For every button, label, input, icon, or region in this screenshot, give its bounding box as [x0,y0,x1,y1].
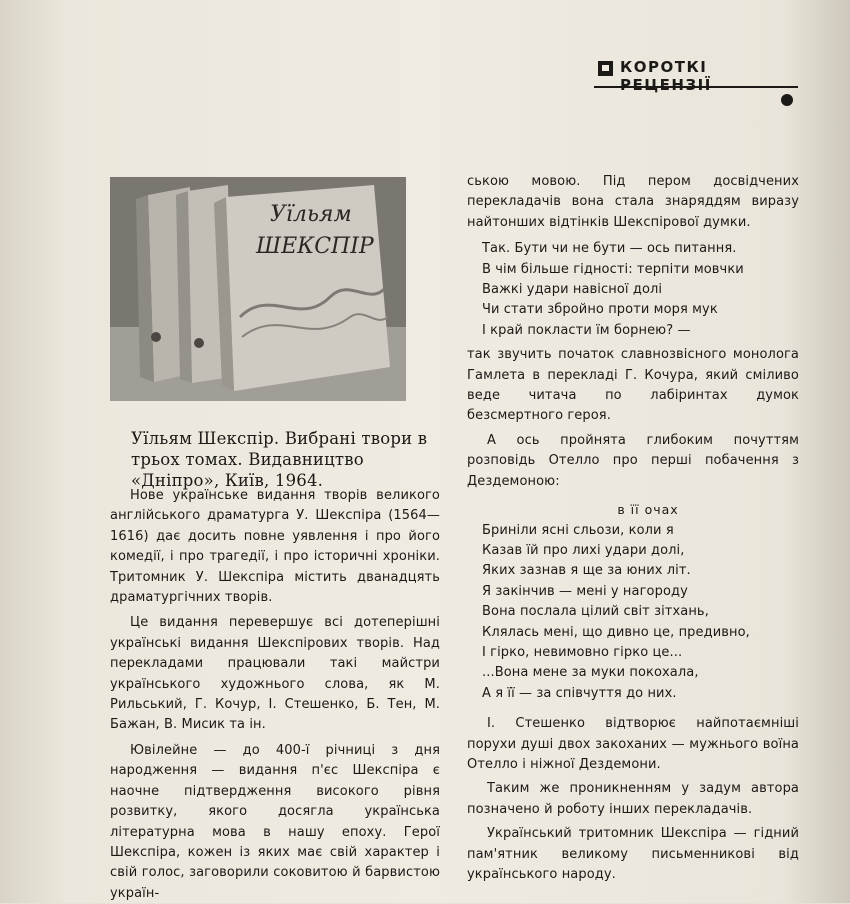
review-heading: Уїльям Шекспір. Вибрані твори в трьох томах. Видавництво «Дніпро», Київ, 1964. [131,429,428,490]
book-author-label: Уїльям [270,202,352,227]
verse-line: Яких зазнав я ще за юних літ. [482,563,691,579]
verse-line: Важкі удари навісної долі [482,282,663,298]
section-square-icon [598,61,613,76]
hamlet-quote [467,239,799,341]
verse-line: І край покласти їм борнею? — [482,322,691,338]
verse-line: А я її — за співчуття до них. [482,685,677,701]
verse-line: Чи стати збройно проти моря мук [482,302,718,318]
verse-line: Клялась мені, що дивно це, предивно, [482,624,750,640]
book-title-label: ШЕКСПІР [256,234,374,259]
verse-line: Вона послала цілий світ зітхань, [482,604,709,620]
paragraph: так звучить початок славнозвісного монолога Гамлета в перекладі Г. Кочура, який сміливо веде читача по лабіринтах думок безсмертного героя. [467,347,799,424]
book-photo [110,177,406,401]
poem-title: в її очах [617,502,679,518]
paragraph: Український тритомник Шекспіра — гідний пам'ятник великому письменникові від українського народу. [467,826,799,882]
bullet-dot-icon [781,94,793,106]
verse-line: Казав їй про лихі удари долі, [482,542,685,558]
section-title: КОРОТКІ РЕЦЕНЗІЇ [620,58,712,94]
right-column [467,172,799,885]
verse-line: Я закінчив — мені у нагороду [482,583,688,599]
paragraph: Таким же проникненням у задум автора позначено й роботу інших перекладачів. [467,781,799,817]
paragraph: Нове українське видання творів великого англійського драматурга У. Шекспіра (1564—1616) дає досить повне уявлення і про його комедії, і про трагедії, і про історичні хроніки. Тритомник У. Шекспіра містить дванадцять драматургічних творів. [110,488,440,606]
paragraph: А ось пройнята глибоким почуттям розповідь Отелло про перші побачення з Дездемоною: [467,432,799,489]
verse-line: Бриніли ясні сльози, коли я [482,522,674,538]
verse-line: І гірко, невимовно гірко це... [482,644,683,660]
paragraph: Це видання перевершує всі дотеперішні українські видання Шекспірових творів. Над перекладами працювали такі майстри українського художнього слова, як М. Рильський, Г. Кочур, І. Стешенко, Б. Тен, М. Бажан, В. Мисик та ін. [110,615,440,733]
verse-line: ...Вона мене за муки покохала, [482,665,699,681]
paragraph: Ювілейне — до 400-ї річниці з дня народження — видання п'єс Шекспіра є наочне підтвердження високого рівня розвитку, якого досягла українська літературна мова в нашу епоху. Герої Шекспіра, кожен із яких має свій характер і свій голос, заговорили соковитою й барвистою україн- [110,742,440,901]
verse-line: Так. Бути чи не бути — ось питання. [482,241,737,257]
paragraph: ською мовою. Під пером досвідчених перекладачів вона стала знаряддям виразу найтонших відтінків Шекспірової думки. [467,174,799,230]
othello-quote [467,521,799,705]
left-column [110,486,440,904]
verse-line: В чім більше гідності: терпіти мовчки [482,261,744,277]
paragraph: І. Стешенко відтворює найпотаємніші порухи душі двох закоханих — мужнього воїна Отелло і ніжної Дездемони. [467,716,799,772]
section-header [594,56,798,94]
